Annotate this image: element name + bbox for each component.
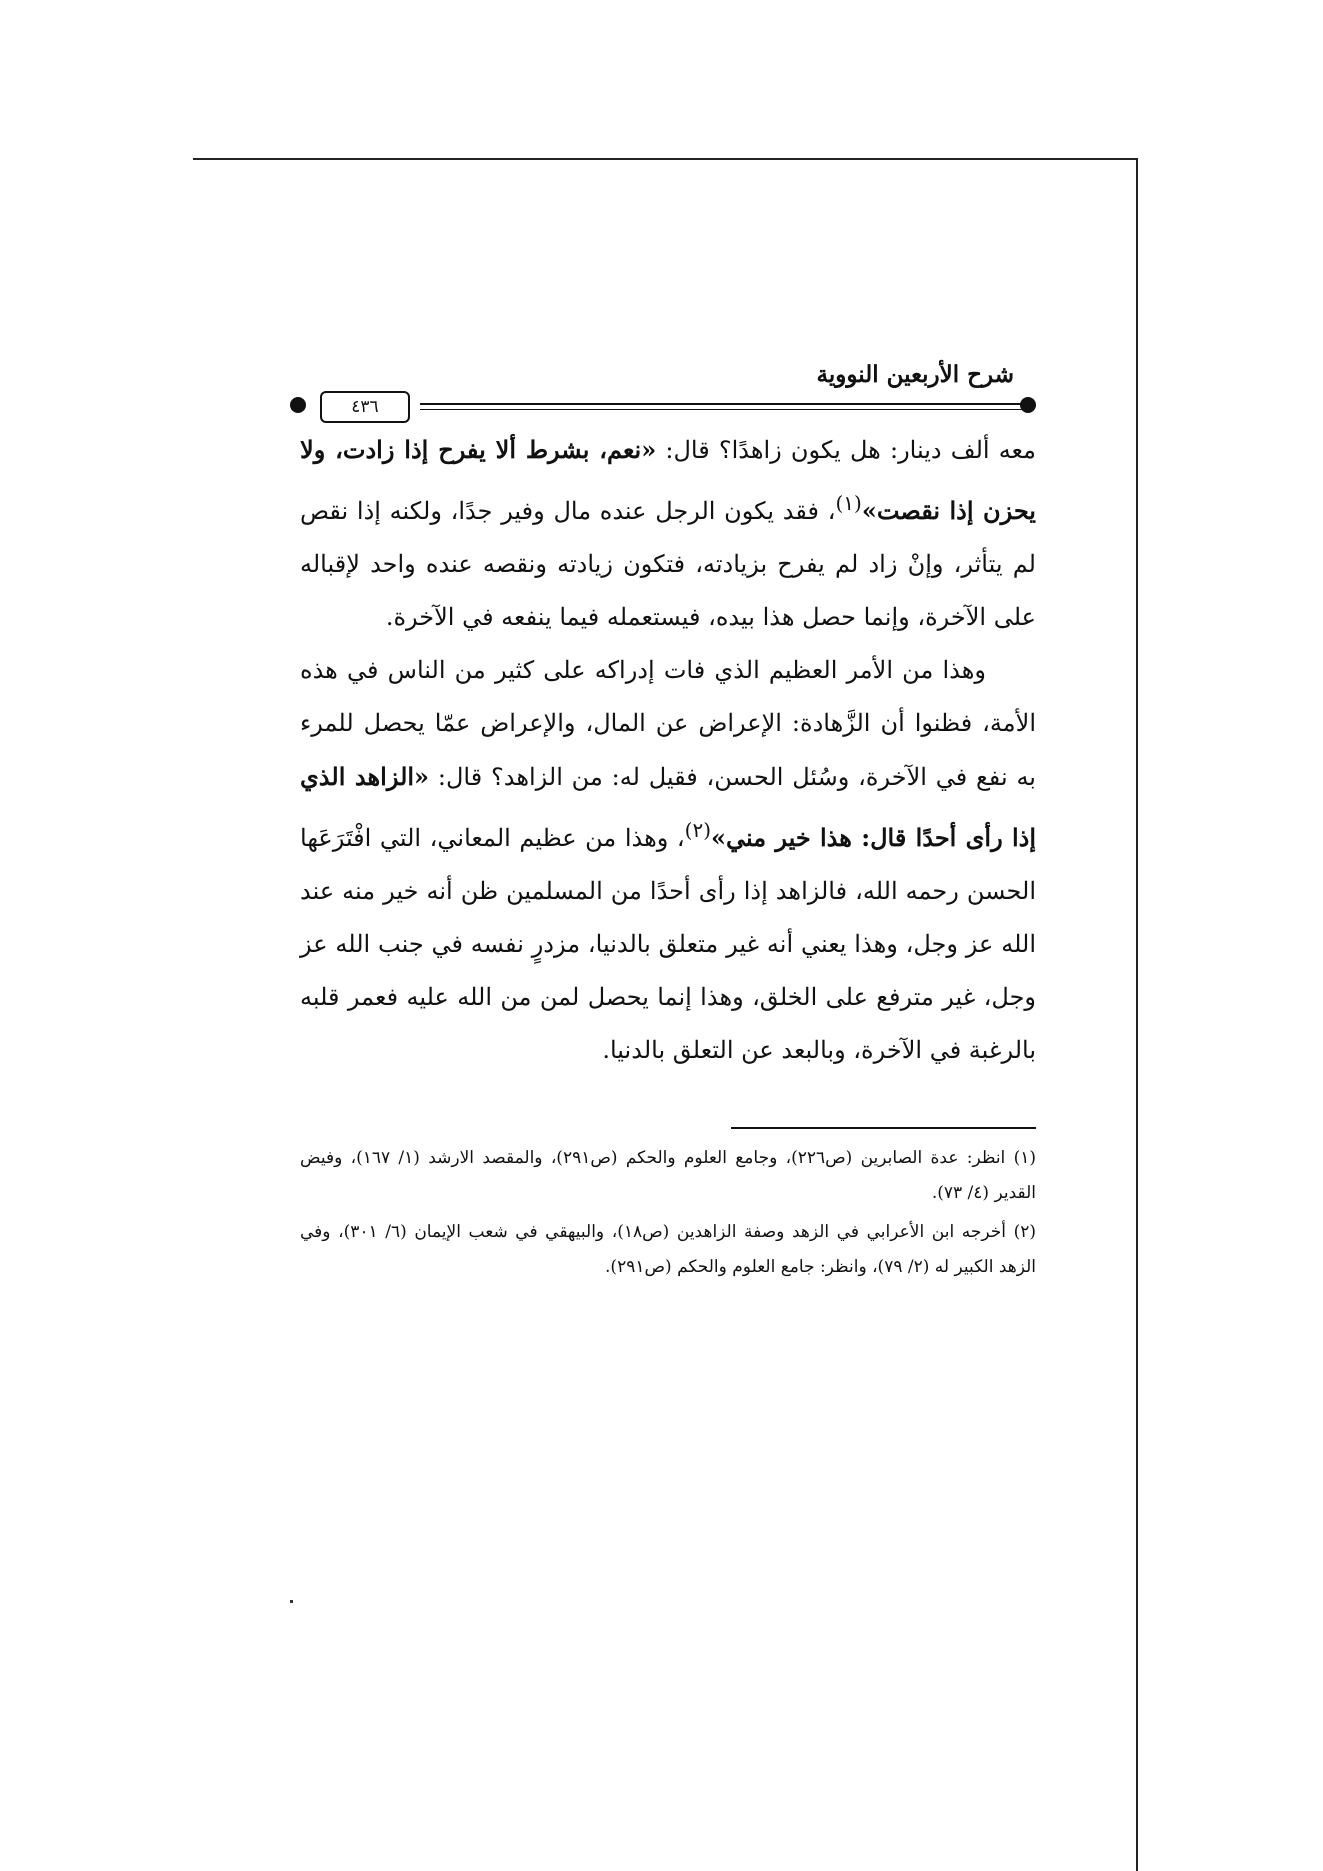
footnotes [300,1141,1036,1285]
paragraph-2 [300,644,1036,1077]
paragraph-1-text-a: معه ألف دينار: هل يكون زاهدًا؟ قال: [656,436,1036,464]
footnote-2: (٢) أخرجه ابن الأعرابي في الزهد وصفة الزاهدين (ص١٨)، والبيهقي في شعب الإيمان (٦/ ٣٠١)، وفي الزهد الكبير له (٢/ ٧٩)، وانظر: جامع العلوم والحكم (ص٢٩١). [300,1222,1037,1277]
scan-border-right [1136,158,1138,1871]
footnote-1: (١) انظر: عدة الصابرين (ص٢٢٦)، وجامع العلوم والحكم (ص٢٩١)، والمقصد الارشد (١/ ١٦٧)، وفيض القدير (٤/ ٧٣). [300,1148,1036,1203]
main-text [300,423,1036,1077]
paragraph-1-text-b: ، فقد يكون الرجل عنده مال وفير جدًا، ولكنه إذا نقص لم يتأثر، وإنْ زاد لم يفرح بزيادته، فتكون زيادته ونقصه عنده واحد لإقباله على الآخرة، وإنما حصل هذا بيده، فيستعمله فيما ينفعه في الآخرة. [300,497,1036,631]
book-page [300,355,1036,1515]
book-title: شرح الأربعين النووية [816,361,1014,388]
footnote-ref-1: (١) [835,491,862,515]
paragraph-2-text-b: ، وهذا من عظيم المعاني، التي افْتَرَعَها الحسن رحمه الله، فالزاهد إذا رأى أحدًا من المسلمين ظن أنه خير منه عند الله عز وجل، وهذا يعني أنه غير متعلق بالدنيا، مزدرٍ نفسه في جنب الله عز وجل، غير مترفع على الخلق، وهذا إنما يحصل لمن من الله عليه فعمر قلبه بالرغبة في الآخرة، وبالبعد عن التعلق بالدنيا. [300,824,1036,1064]
footnote-ref-2: (٢) [684,818,712,842]
page-number: ٤٣٦ [320,391,410,423]
paragraph-1 [300,423,1036,644]
header-rule [420,403,1022,410]
paragraph-2-text-a: وهذا من الأمر العظيم الذي فات إدراكه على كثير من الناس في هذه الأمة، فظنوا أن الزَّهادة: الإعراض عن المال، والإعراض عمّا يحصل للمرء به نفع في الآخرة، وسُئل الحسن، فقيل له: من الزاهد؟ قال: [300,656,1036,791]
ornament-dot-right [1020,397,1036,413]
scan-border-top [193,158,1137,160]
scan-speck [290,1600,293,1603]
paragraph-1-quote: «نعم، بشرط ألا يفرح إذا زادت، ولا يحزن إذا نقصت» [300,435,1036,525]
page-header [300,355,1036,419]
ornament-dot-left [290,397,306,413]
footnote-separator [731,1127,1036,1129]
paragraph-2-quote: «الزاهد الذي إذا رأى أحدًا قال: هذا خير مني» [300,762,1036,852]
